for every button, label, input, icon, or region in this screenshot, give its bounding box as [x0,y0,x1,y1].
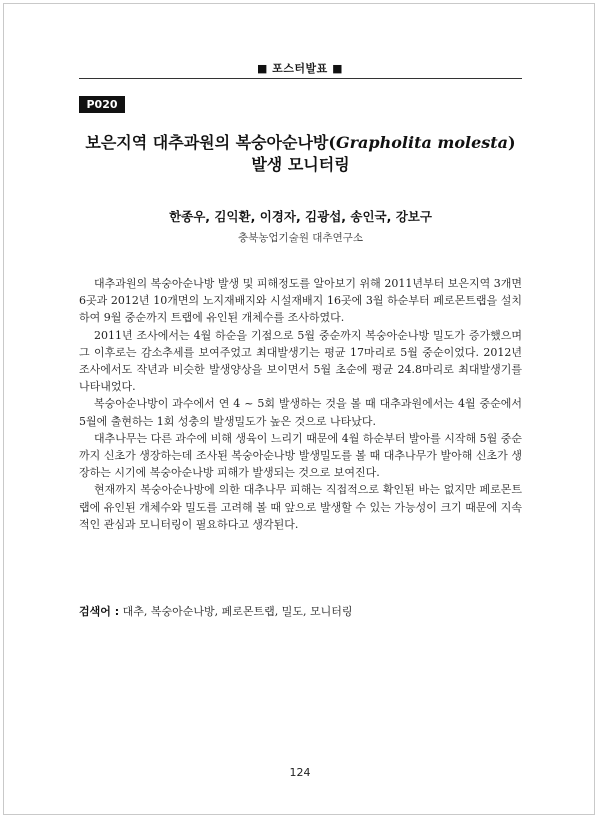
title-korean: 보은지역 대추과원의 복숭아순나방 [85,133,329,152]
abstract-paragraph-5: 현재까지 복숭아순나방에 의한 대추나무 피해는 직접적으로 확인된 바는 없지만 페로몬트랩에 유인된 개체수와 밀도를 고려해 볼 때 앞으로 발생할 수 있는 가능성이 크기 때문에 지속적인 관심과 모니터링이 필요하다고 생각된다. [79,483,522,531]
title-paren-close: ) [508,133,516,152]
page-number: 124 [289,766,311,779]
title-line2: 발생 모니터링 [251,155,350,174]
abstract-paragraph-1: 대추과원의 복숭아순나방 발생 및 피해정도를 알아보기 위해 2011년부터 보은지역 3개면 6곳과 2012년 10개면의 노지재배지와 시설재배지 16곳에 3월 하순부터 페로몬트랩을 설치하여 9월 중순까지 트랩에 유인된 개체수를 조사하였다. [79,277,522,325]
keywords-label: 검색어 : [79,605,120,618]
abstract-paragraph-3: 복숭아순나방이 과수에서 연 4 ~ 5회 발생하는 것을 볼 때 대추과원에서는 4월 중순에서 5월에 출현하는 1회 성충의 발생밀도가 높은 것으로 나타났다. [79,397,522,428]
poster-code-badge: P020 [79,96,125,113]
title-scientific-name: Grapholita molesta [335,133,509,152]
abstract-paragraph-2: 2011년 조사에서는 4월 하순을 기점으로 5월 중순까지 복숭아순나방 밀도가 증가했으며 그 이후로는 감소추세를 보여주었고 최대발생기는 평균 17마리로 5월 중순이었다. 2012년 조사에서도 작년과 비슷한 발생양상을 보이면서 5월 초순에 평균 24.8마리로 최대발생기를 나타내었다. [79,328,522,394]
keywords-text: 대추, 복숭아순나방, 페로몬트랩, 밀도, 모니터링 [122,605,353,618]
authors: 한종우, 김익환, 이경자, 김광섭, 송인국, 강보구 [169,209,432,224]
abstract [79,275,522,533]
affiliation: 충북농업기술원 대추연구소 [237,232,364,244]
keywords [79,603,522,620]
title-paren-open: ( [328,133,336,152]
paper-title [79,132,522,176]
section-header: ■ 포스터발표 ■ [256,62,344,75]
abstract-paragraph-4: 대추나무는 다른 과수에 비해 생육이 느리기 때문에 4월 하순부터 발아를 시작해 5월 중순까지 신초가 생장하는데 조사된 복숭아순나방 발생밀도를 볼 때 대추나무가 발아해 신초가 생장하는 시기에 복숭아순나방 피해가 발생되는 것으로 보여진다. [79,431,522,480]
header-rule [79,78,522,79]
